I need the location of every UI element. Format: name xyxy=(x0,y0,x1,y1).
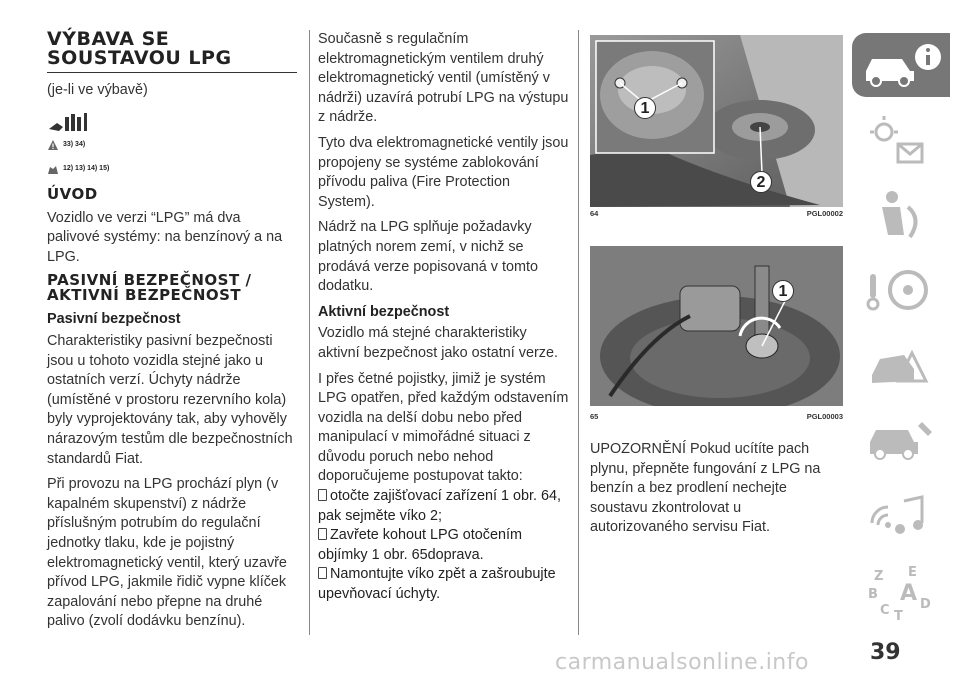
index-letter: E xyxy=(908,565,917,580)
steering-icon xyxy=(852,258,950,322)
tab-multimedia[interactable] xyxy=(852,483,950,547)
checkbox-bullet-icon xyxy=(318,528,327,540)
warning-note: UPOZORNĚNÍ Pokud ucítíte pach plynu, přepněte fungování z LPG na benzín a bez prodlení nechejte soustavu zkontrolovat u autorizovaného servisu Fiat. xyxy=(590,441,821,536)
lights-warning-icon xyxy=(852,108,950,172)
index-letters-icon xyxy=(852,558,950,622)
title-line-2: SOUSTAVOU LPG xyxy=(47,47,232,69)
valve-text: Současně s regulačním elektromagnetickým ventilem druhý elektromagnetický ventil (umístěný v nádrži) uzavírá potrubí LPG na výstupu z nádrže. xyxy=(318,31,569,126)
subsection-passive: Pasivní bezpečnost xyxy=(47,311,181,328)
warning-references-1: 33) 34) xyxy=(47,133,297,157)
index-letter: C xyxy=(880,603,890,618)
index-letter: D xyxy=(920,597,931,612)
callout-2: 2 xyxy=(750,171,772,193)
lpg-tank-icon xyxy=(47,107,297,133)
availability-note: (je-li ve výbavě) xyxy=(47,82,148,98)
watermark: carmanualsonline.info xyxy=(555,650,809,675)
tab-index[interactable] xyxy=(852,558,950,622)
fire-protection-text: Tyto dva elektromagnetické ventily jsou propojeny se systéme zablokování přívodu paliva (Fire Protection System). xyxy=(318,134,569,210)
column-3 xyxy=(590,440,840,544)
procedure-intro: I přes četné pojistky, jimiž je systém LPG opatřen, před každým odstavením vozidla na delší dobu nebo před manipulací v mimořádné situaci z důvodu poruch nebo nehod doporučujeme postupovat takto: xyxy=(318,370,569,485)
figure-64-caption: 64 PGL00002 xyxy=(590,209,843,218)
tab-car-info[interactable] xyxy=(852,33,950,97)
index-letter: Z xyxy=(874,569,884,584)
tab-emergency[interactable] xyxy=(852,333,950,397)
callout-1: 1 xyxy=(634,97,656,119)
column-1 xyxy=(47,30,297,638)
column-2 xyxy=(318,30,570,605)
tab-starting[interactable] xyxy=(852,258,950,322)
title-line-1: VÝBAVA SE xyxy=(47,28,170,50)
warning-triangle-icon xyxy=(47,139,59,151)
checkbox-bullet-icon xyxy=(318,489,327,501)
callout-1: 1 xyxy=(772,280,794,302)
index-letter: B xyxy=(868,587,878,602)
index-letter: A xyxy=(900,581,918,606)
caution-hand-icon xyxy=(47,163,59,175)
figure-64-photo xyxy=(590,35,843,220)
chapter-sidebar xyxy=(852,33,950,638)
page-number: 39 xyxy=(870,640,901,665)
accident-icon xyxy=(852,333,950,397)
airbag-seat-icon xyxy=(852,183,950,247)
passive-text: Charakteristiky pasivní bezpečnosti jsou u tohoto vozidla stejné jako u ostatních verzí. Úchyty nádrže (umístěné v prostoru rezervního kola) byly vyprojektovány tak, aby vyhověly nárazovým testům dle bezpečnostních standardů Fiat. xyxy=(47,332,293,467)
subsection-active: Aktivní bezpečnost xyxy=(318,303,450,320)
tab-maintenance[interactable] xyxy=(852,408,950,472)
procedure-step-1: otočte zajišťovací zařízení 1 obr. 64, pak sejměte víko 2; xyxy=(318,488,561,524)
uvod-text: Vozidlo ve verzi “LPG” má dva palivové systémy: na benzínový a na LPG. xyxy=(47,209,283,265)
figure-65-caption: 65 PGL00003 xyxy=(590,412,843,421)
column-divider-2 xyxy=(578,30,579,635)
procedure-step-2: Zavřete kohout LPG otočením objímky 1 obr. 65doprava. xyxy=(318,527,522,563)
car-service-icon xyxy=(852,408,950,472)
multimedia-icon xyxy=(852,483,950,547)
column-divider-1 xyxy=(309,30,310,635)
car-info-icon xyxy=(852,33,950,97)
active-text: Vozidlo má stejné charakteristiky aktivní bezpečnost jako ostatní verze. xyxy=(318,325,558,361)
procedure-step-3: Namontujte víko zpět a zašroubujte upevňovací úchyty. xyxy=(318,566,556,603)
warning-references-2: 12) 13) 14) 15) xyxy=(47,157,297,181)
tab-safety[interactable] xyxy=(852,183,950,247)
checkbox-bullet-icon xyxy=(318,567,327,579)
tab-lights-warnings[interactable] xyxy=(852,108,950,172)
chapter-title xyxy=(47,30,297,73)
index-letter: T xyxy=(894,609,903,622)
figure-65-photo xyxy=(590,246,843,406)
norms-text: Nádrž na LPG splňuje požadavky platných norem zemí, v nichž se prodává verze popisovaná v tomto dodatku. xyxy=(318,219,538,295)
section-safety: PASIVNÍ BEZPEČNOST / AKTIVNÍ BEZPEČNOST xyxy=(47,271,252,305)
lpg-flow-text: Při provozu na LPG prochází plyn (v kapalném skupenství) z nádrže příslušným potrubím do regulační jednotky tlaku, kde je pojistný elektromagnetický ventil, který uzavře přívod LPG, jakmile řidič vypne klíček zapalování nebo přepne na druhé palivo (zvolí dodávku benzínu). xyxy=(47,476,287,630)
section-uvod: ÚVOD xyxy=(47,184,98,203)
